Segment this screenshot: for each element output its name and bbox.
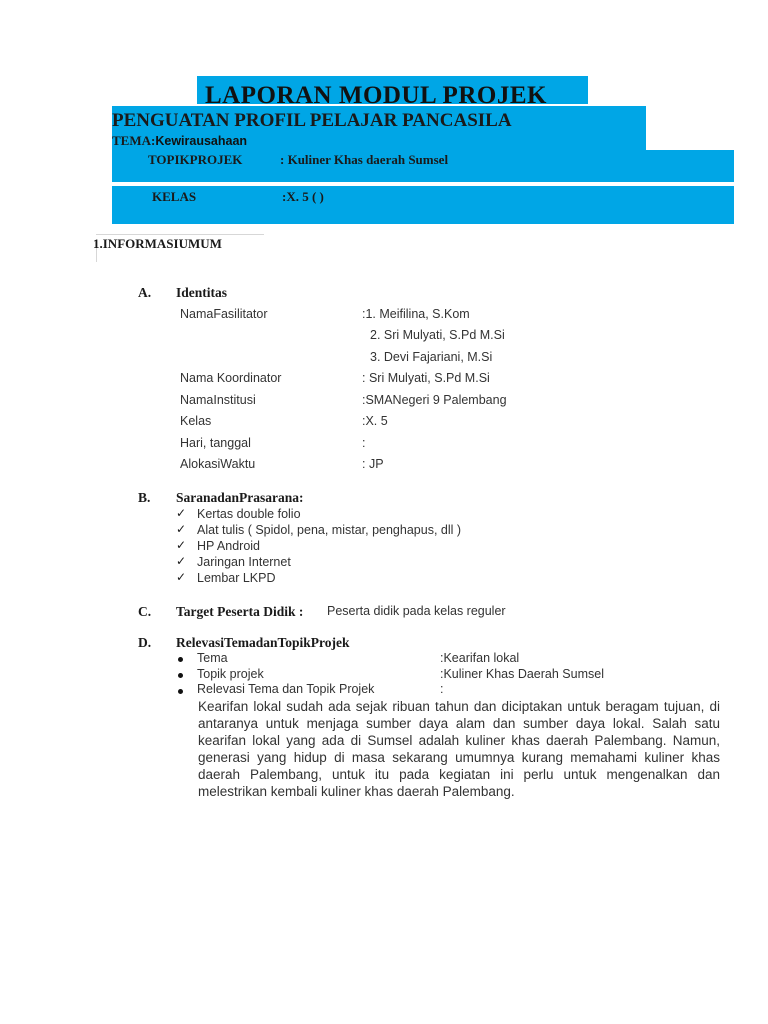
row-value-institusi: :SMANegeri 9 Palembang (362, 393, 507, 407)
list-item-value: :Kuliner Khas Daerah Sumsel (440, 667, 604, 681)
row-value-fasilitator-3: 3. Devi Fajariani, M.Si (370, 350, 493, 364)
list-item: HP Android (197, 539, 261, 553)
bullet-icon (178, 689, 183, 694)
list-item-label: Relevasi Tema dan Topik Projek (197, 682, 375, 696)
row-value-fasilitator-2: 2. Sri Mulyati, S.Pd M.Si (370, 328, 505, 342)
list-item: Alat tulis ( Spidol, pena, mistar, penghapus, dll ) (197, 523, 462, 537)
kelas-banner (112, 186, 734, 224)
row-label-institusi: NamaInstitusi (180, 393, 256, 407)
sarana-letter: B. (138, 490, 151, 505)
list-item-label: Topik projek (197, 667, 264, 681)
row-value-koordinator: : Sri Mulyati, S.Pd M.Si (362, 371, 490, 385)
checkmark-icon: ✓ (176, 506, 187, 520)
relevansi-paragraph: Kearifan lokal sudah ada sejak ribuan tahun dan diciptakan untuk beragam tujuan, di antaranya untuk menjaga sumber daya alam dan sumber daya lokal. Salah satu kearifan lokal yang ada di Sumsel adalah kuliner khas daerah Palembang. Namun, generasi yang hidup di masa sekarang umumnya kurang memahami kuliner khas daerah Palembang, untuk itu pada kegiatan ini perlu untuk mengenalkan dan melestrikan kembali kuliner khas daerah Palembang. (198, 699, 720, 799)
row-label-tanggal: Hari, tanggal (180, 436, 251, 450)
report-title: LAPORAN MODUL PROJEK (205, 82, 547, 104)
list-item-value: : (440, 682, 444, 696)
checkmark-icon: ✓ (176, 538, 187, 552)
row-value-kelas: :X. 5 (362, 414, 388, 428)
tema-value: Kewirausahaan (155, 134, 248, 148)
row-label-koordinator: Nama Koordinator (180, 371, 282, 385)
heading-rule (96, 234, 264, 235)
row-label-kelas: Kelas (180, 414, 212, 428)
report-subtitle: PENGUATAN PROFIL PELAJAR PANCASILA (112, 110, 512, 131)
row-value-alokasi: : JP (362, 457, 384, 471)
row-value-fasilitator-1: :1. Meifilina, S.Kom (362, 307, 470, 321)
tema-line (112, 133, 247, 149)
identitas-letter: A. (138, 285, 152, 300)
row-label-alokasi: AlokasiWaktu (180, 457, 256, 471)
bullet-icon (178, 657, 183, 662)
list-item-value: :Kearifan lokal (440, 651, 520, 665)
row-label-fasilitator: NamaFasilitator (180, 307, 268, 321)
section-heading: 1.INFORMASIUMUM (93, 236, 222, 251)
checkmark-icon: ✓ (176, 570, 187, 584)
profile-banner (112, 106, 646, 150)
topik-value: : Kuliner Khas daerah Sumsel (280, 152, 449, 167)
bullet-icon (178, 673, 183, 678)
tema-label: TEMA: (112, 133, 156, 148)
title-banner (197, 76, 588, 104)
list-item: Jaringan Internet (197, 555, 291, 569)
target-title: Target Peserta Didik : (176, 604, 304, 619)
sarana-title: SaranadanPrasarana: (176, 490, 304, 505)
list-item: Lembar LKPD (197, 571, 276, 585)
checkmark-icon: ✓ (176, 554, 187, 568)
kelas-value: :X. 5 ( ) (282, 189, 324, 204)
topik-label: TOPIKPROJEK (148, 152, 243, 167)
relevansi-title: RelevasiTemadanTopikProjek (176, 635, 350, 650)
target-letter: C. (138, 604, 152, 619)
list-item-label: Tema (197, 651, 228, 665)
identitas-title: Identitas (176, 285, 228, 300)
row-value-tanggal: : (362, 436, 366, 450)
topik-banner (112, 150, 734, 182)
list-item: Kertas double folio (197, 507, 301, 521)
checkmark-icon: ✓ (176, 522, 187, 536)
relevansi-letter: D. (138, 635, 152, 650)
kelas-label: KELAS (152, 189, 197, 204)
target-value: Peserta didik pada kelas reguler (327, 604, 506, 618)
